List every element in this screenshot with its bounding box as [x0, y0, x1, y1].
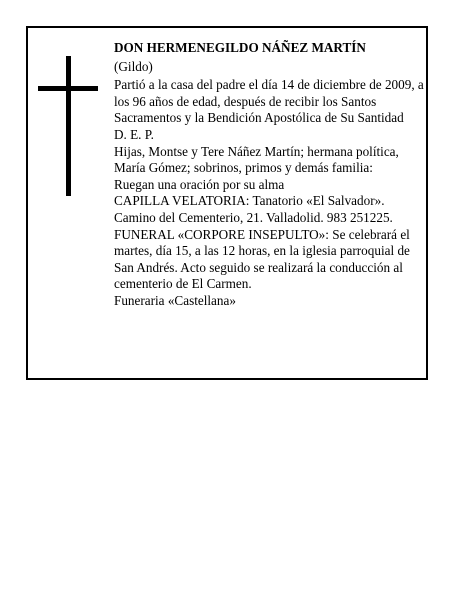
cross-icon	[38, 56, 98, 196]
obituary-text	[114, 40, 426, 310]
cross-horizontal-bar	[38, 86, 98, 91]
funeral-info: FUNERAL «CORPORE INSEPULTO»: Se celebrará el martes, día 15, a las 12 horas, en la iglesia parroquial de San Andrés. Acto seguido se realizará la conducción al cementerio de El Carmen.	[114, 226, 410, 292]
funeral-home: Funeraria «Castellana»	[114, 292, 236, 308]
obituary-notice	[26, 26, 428, 380]
deceased-nickname: (Gildo)	[114, 58, 153, 74]
chapel-info: CAPILLA VELATORIA: Tanatorio «El Salvador». Camino del Cementerio, 21. Valladolid. 983 251225.	[114, 193, 393, 225]
family-list: Hijas, Montse y Tere Náñez Martín; hermana política, María Gómez; sobrinos, primos y demás familia:	[114, 143, 399, 176]
cross-vertical-bar	[66, 56, 71, 196]
rip-abbreviation: D. E. P.	[114, 126, 154, 142]
death-announcement: Partió a la casa del padre el día 14 de diciembre de 2009, a los 96 años de edad, después de recibir los Santos Sacramentos y la Bendición Apostólica de Su Santidad	[114, 77, 424, 126]
prayer-request: Ruegan una oración por su alma	[114, 176, 285, 192]
deceased-name: DON HERMENEGILDO NÁÑEZ MARTÍN	[114, 40, 366, 55]
